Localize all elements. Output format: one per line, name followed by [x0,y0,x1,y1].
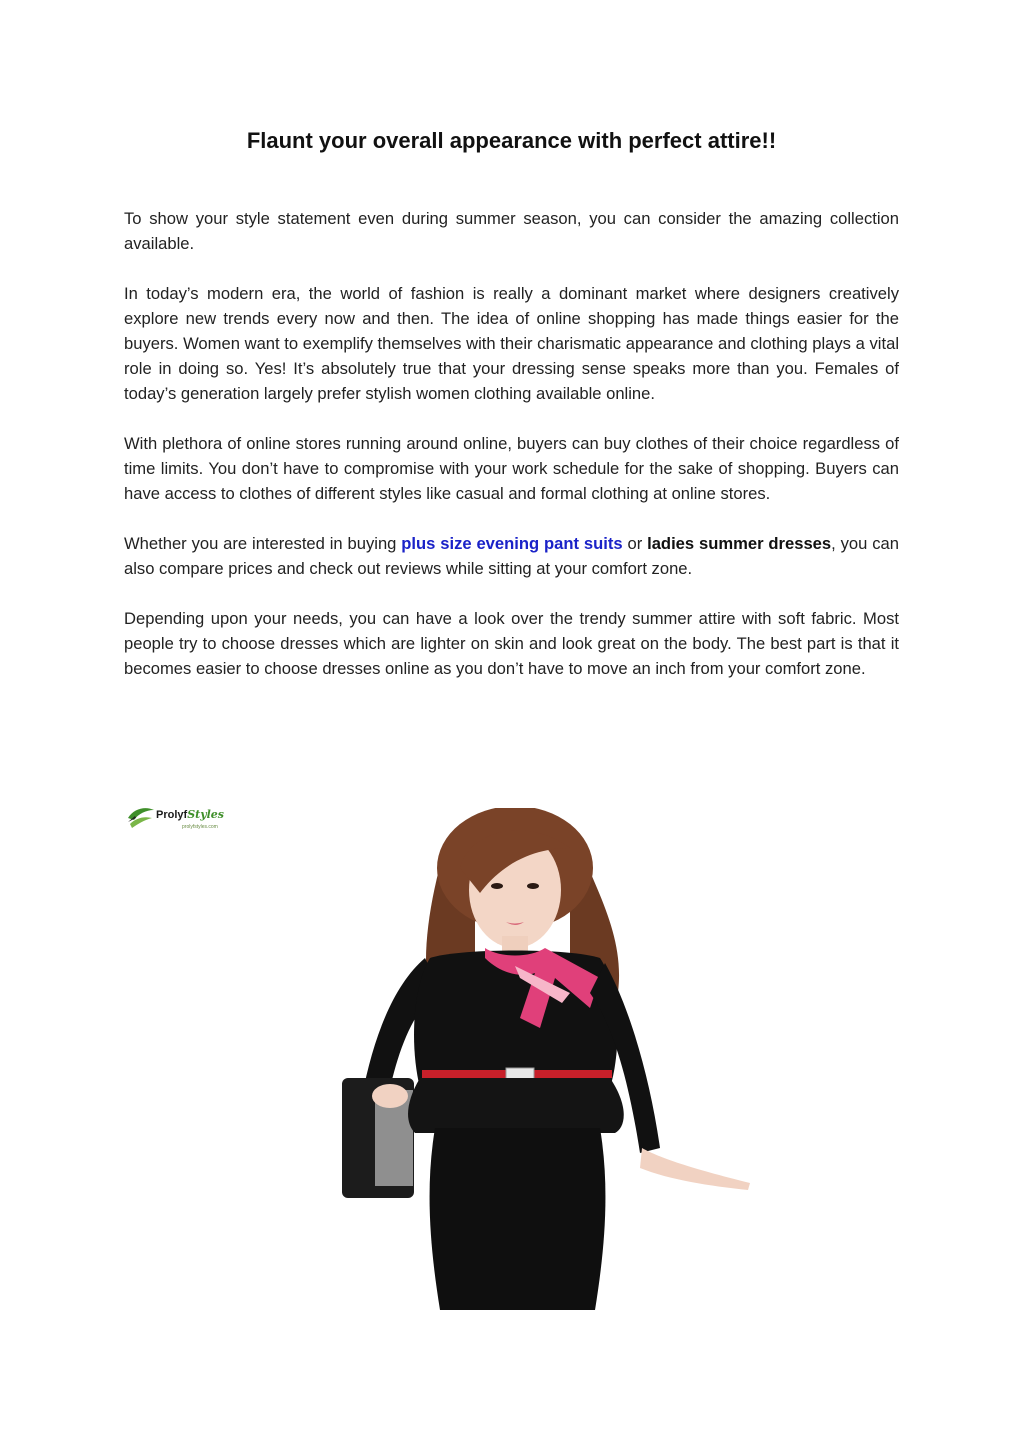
leaf-logo-icon [126,806,156,828]
paragraph-buying-suffix: , you can also compare prices and check out reviews while sitting at your comfort zone. [124,534,899,578]
article-body [124,206,899,706]
summer-dresses-term: ladies summer dresses [647,534,832,553]
logo-url: prolyfstyles.com [182,824,218,830]
page-title: Flaunt your overall appearance with perfect attire!! [246,128,777,153]
model-in-black-peplum-dress-icon [270,808,760,1310]
paragraph-buying [124,531,899,581]
plus-size-suits-link[interactable]: plus size evening pant suits [401,534,623,553]
logo-brand-prefix: Prolyf [156,809,188,821]
paragraph-needs: Depending upon your needs, you can have a look over the trendy summer attire with soft fabric. Most people try to choose dresses which are lighter on skin and look great on the body. The best part is that it becomes easier to choose dresses online as you don’t have to move an inch from your comfort zone. [124,609,899,678]
logo-brand-script: Styles [187,808,224,821]
logo-wordmark [156,808,224,821]
paragraph-modern-era: In today’s modern era, the world of fashion is really a dominant market where designers creatively explore new trends every now and then. The idea of online shopping has made things easier for the buyers. Women want to exemplify themselves with their charismatic appearance and clothing plays a vital role in doing so. Yes! It’s absolutely true that your dressing sense speaks more than you. Females of today’s generation largely prefer stylish women clothing available online. [124,284,899,403]
paragraph-buying-middle: or [622,534,648,553]
paragraph-online-stores: With plethora of online stores running around online, buyers can buy clothes of their choice regardless of time limits. You don’t have to compromise with your work schedule for the sake of shopping. Buyers can have access to clothes of different styles like casual and formal clothing at online stores. [124,434,899,503]
paragraph-buying-prefix: Whether you are interested in buying [124,534,402,553]
paragraph-intro: To show your style statement even during summer season, you can consider the amazing collection available. [124,209,899,253]
prolyf-styles-logo [126,806,250,834]
